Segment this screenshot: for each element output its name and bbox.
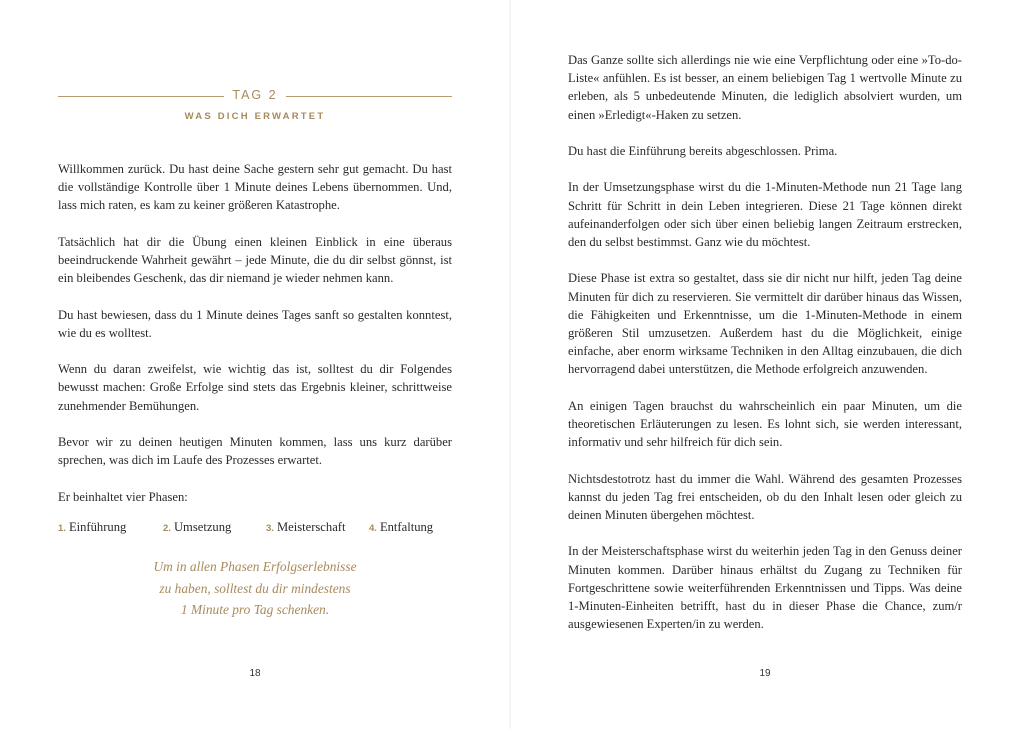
quote-line: Um in allen Phasen Erfolgserlebnisse bbox=[153, 559, 357, 574]
page-number-left: 18 bbox=[249, 668, 261, 679]
paragraph: In der Meisterschaftsphase wirst du weiterhin jeden Tag in den Genuss deiner Minuten kommen. Darüber hinaus erhältst du Zugang zu Techniken für Fortgeschrittene sowie weiterführenden Erkenntnissen und Tipps. Was deine 1-Minuten-Einheiten betrifft, hast du in dieser Phase die Chance, zum/r ausgewiesenen Experten/in zu werden. bbox=[568, 544, 962, 632]
phase-item bbox=[58, 520, 126, 535]
phase-list bbox=[58, 520, 452, 540]
paragraph: Du hast bewiesen, dass du 1 Minute deines Tages sanft so gestalten konntest, wie du es wolltest. bbox=[58, 307, 452, 340]
phase-number: 1. bbox=[58, 523, 66, 534]
pull-quote bbox=[58, 556, 452, 621]
day-title: TAG 2 bbox=[232, 88, 278, 102]
phase-label: Meisterschaft bbox=[276, 520, 346, 534]
paragraph: Diese Phase ist extra so gestaltet, dass sie dir nicht nur hilft, jeden Tag deine Minuten für dich zu reservieren. Sie vermittelt dir darüber hinaus das Wissen, die Fähigkeiten und Erkenntnisse, um die 1-Minuten-Methode in einem größeren Stil umzusetzen. Außerdem hast du die Möglichkeit, einige einfache, aber enorm wirksame Techniken in den Alltag einzubauen, die dich hervorragend dabei unterstützen, die Methode erfolgreich anzuwenden. bbox=[568, 271, 962, 377]
paragraph: Wenn du daran zweifelst, wie wichtig das ist, solltest du dir Folgendes bewusst machen: Große Erfolge sind stets das Ergebnis kleiner, schrittweise zunehmender Bemühungen. bbox=[58, 362, 452, 413]
right-body-text bbox=[568, 51, 962, 633]
chapter-subtitle: WAS DICH ERWARTET bbox=[184, 111, 326, 122]
paragraph: In der Umsetzungsphase wirst du die 1-Minuten-Methode nun 21 Tage lang Schritt für Schritt in dein Leben integrieren. Diese 21 Tage können direkt aufeinanderfolgen oder sich über einen beliebig langen Zeitraum erstrecken, den du selbst bestimmst. Ganz wie du möchtest. bbox=[568, 180, 962, 249]
left-body-text bbox=[58, 160, 452, 506]
phase-number: 3. bbox=[266, 523, 274, 534]
phase-label: Umsetzung bbox=[173, 520, 232, 534]
quote-line: 1 Minute pro Tag schenken. bbox=[180, 602, 330, 617]
phase-label: Einführung bbox=[68, 520, 127, 534]
page-number-right: 19 bbox=[759, 668, 771, 679]
phase-item bbox=[369, 520, 433, 535]
quote-line: zu haben, solltest du dir mindestens bbox=[159, 580, 351, 596]
paragraph: Das Ganze sollte sich allerdings nie wie eine Verpflichtung oder eine »To-do-Liste« anfühlen. Es ist besser, an einem beliebigen Tag 1 wertvolle Minute zu erleben, als 5 unbedeutende Minuten, die lediglich absolviert wurden, um einen »Erledigt«-Haken zu setzen. bbox=[568, 53, 962, 122]
paragraph: Er beinhaltet vier Phasen: bbox=[58, 489, 188, 504]
day-header bbox=[58, 88, 452, 106]
paragraph: Du hast die Einführung bereits abgeschlossen. Prima. bbox=[568, 144, 838, 158]
paragraph: Willkommen zurück. Du hast deine Sache gestern sehr gut gemacht. Du hast die vollständige Kontrolle über 1 Minute deines Lebens übernommen. Und, lass mich raten, es kam zu keiner größeren Katastrophe. bbox=[58, 162, 452, 213]
paragraph: An einigen Tagen brauchst du wahrscheinlich ein paar Minuten, um die theoretischen Erläuterungen zu lesen. Es lohnt sich, sie werden interessant, informativ und sehr hilfreich für dich sein. bbox=[568, 398, 962, 450]
phase-item bbox=[163, 520, 231, 535]
phase-number: 4. bbox=[369, 523, 377, 534]
paragraph: Nichtsdestotrotz hast du immer die Wahl. Während des gesamten Prozesses kannst du jeden Tag frei entscheiden, ob du den Inhalt lesen oder gleich zu deinen Minuten übergehen möchtest. bbox=[568, 471, 962, 522]
paragraph: Tatsächlich hat dir die Übung einen kleinen Einblick in eine überaus beeindruckende Wahrheit gewährt – jede Minute, die du dir selbst gönnst, ist ein bleibendes Geschenk, das dir niemand je wieder nehmen kann. bbox=[58, 234, 452, 286]
phase-item bbox=[266, 520, 345, 535]
phase-number: 2. bbox=[163, 523, 171, 534]
paragraph: Bevor wir zu deinen heutigen Minuten kommen, lass uns kurz darüber sprechen, was dich im Laufe des Prozesses erwartet. bbox=[58, 434, 452, 468]
phase-label: Entfaltung bbox=[379, 520, 434, 534]
